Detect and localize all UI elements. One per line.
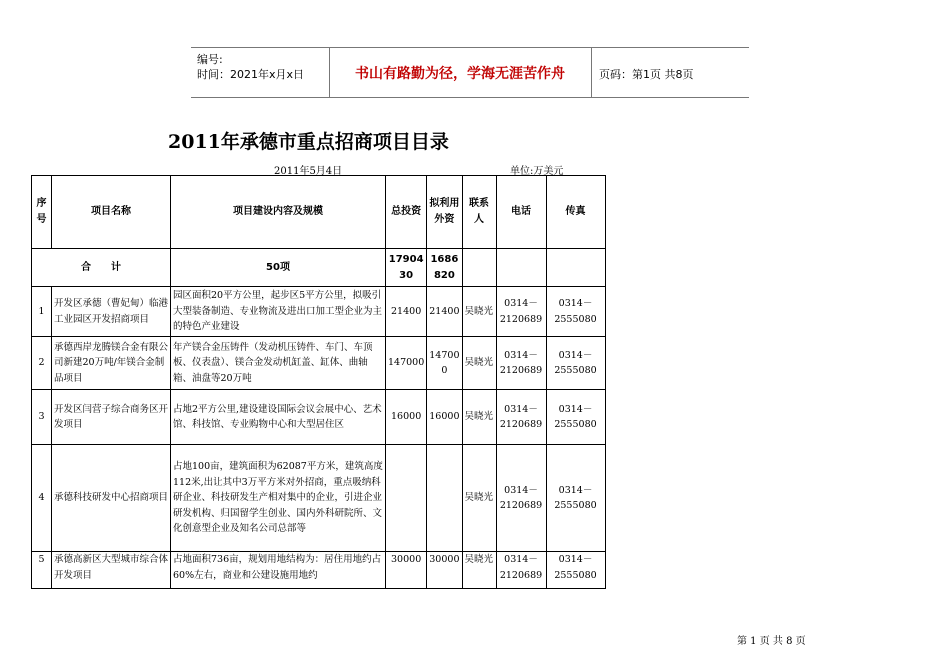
number-label: 编号: <box>197 53 223 66</box>
row-seq: 4 <box>32 445 52 552</box>
row-fax: 0314－2555080 <box>546 287 605 337</box>
total-phone-empty <box>496 249 546 287</box>
row-contact: 吴晓光 <box>462 337 496 390</box>
row-content: 园区面积20平方公里，起步区5平方公里，拟吸引大型装备制造、专业物流及进出口加工型企业为主的特色产业建设 <box>171 287 386 337</box>
row-seq: 3 <box>32 390 52 445</box>
row-content: 占地100亩，建筑面积为62087平方米，建筑高度112米,出让其中3万平方米对外招商，重点吸纳科研企业、科技研发生产相对集中的企业，引进企业研发机构、归国留学生创业、国内外科研院所、文化创意型企业及知名公司总部等 <box>171 445 386 552</box>
header-motto-cell <box>329 48 592 97</box>
row-foreign: 16000 <box>427 390 462 445</box>
row-phone: 0314－2120689 <box>496 390 546 445</box>
time-label: 时间：2021年x月x日 <box>197 68 305 81</box>
header-total: 总投资 <box>386 176 427 249</box>
row-contact: 吴晓光 <box>462 445 496 552</box>
row-seq: 5 <box>32 552 52 589</box>
header-contact: 联系人 <box>462 176 496 249</box>
document-title: 2011年承德市重点招商项目目录 <box>168 131 449 153</box>
row-seq: 1 <box>32 287 52 337</box>
header-info-cell <box>191 48 330 97</box>
row-fax: 0314－2555080 <box>546 390 605 445</box>
row-contact: 吴晓光 <box>462 552 496 589</box>
table-header-row <box>32 176 606 249</box>
header-phone: 电话 <box>496 176 546 249</box>
motto: 书山有路勤为径，学海无涯苦作舟 <box>355 66 565 82</box>
row-name: 开发区承德（曹妃甸）临港工业园区开发招商项目 <box>52 287 171 337</box>
row-total: 30000 <box>386 552 427 589</box>
row-foreign: 21400 <box>427 287 462 337</box>
row-content: 占地面积736亩，规划用地结构为：居住用地约占60%左右，商业和公建设施用地约 <box>171 552 386 589</box>
total-foreign: 1686820 <box>427 249 462 287</box>
total-count: 50项 <box>171 249 386 287</box>
row-total <box>386 445 427 552</box>
total-row <box>32 249 606 287</box>
row-content: 占地2平方公里,建设建设国际会议会展中心、艺术馆、科技馆、专业购物中心和大型居住区 <box>171 390 386 445</box>
header-page-cell <box>591 48 749 97</box>
header-seq: 序号 <box>32 176 52 249</box>
total-contact-empty <box>462 249 496 287</box>
table-row <box>32 287 606 337</box>
row-phone: 0314－2120689 <box>496 337 546 390</box>
row-fax: 0314－2555080 <box>546 552 605 589</box>
unit-label: 单位:万美元 <box>510 166 564 177</box>
row-name: 承德西岸龙腾镁合金有限公司新建20万吨/年镁合金制品项目 <box>52 337 171 390</box>
row-name: 承德高新区大型城市综合体开发项目 <box>52 552 171 589</box>
row-foreign <box>427 445 462 552</box>
page-footer: 第 1 页 共 8 页 <box>737 636 806 647</box>
header-fax: 传真 <box>546 176 605 249</box>
project-table <box>31 175 606 589</box>
header-name: 项目名称 <box>52 176 171 249</box>
table-row <box>32 337 606 390</box>
total-label: 合 计 <box>32 249 171 287</box>
row-contact: 吴晓光 <box>462 390 496 445</box>
row-fax: 0314－2555080 <box>546 445 605 552</box>
header-content: 项目建设内容及规模 <box>171 176 386 249</box>
row-foreign: 147000 <box>427 337 462 390</box>
row-content: 年产镁合金压铸件（发动机压铸件、车门、车顶板、仪表盘）、镁合金发动机缸盖、缸体、曲轴箱、油盘等20万吨 <box>171 337 386 390</box>
total-fax-empty <box>546 249 605 287</box>
row-name: 开发区闫营子综合商务区开发项目 <box>52 390 171 445</box>
page-label: 页码：第1页 共8页 <box>599 68 694 81</box>
row-total: 147000 <box>386 337 427 390</box>
row-name: 承德科技研发中心招商项目 <box>52 445 171 552</box>
row-seq: 2 <box>32 337 52 390</box>
row-total: 16000 <box>386 390 427 445</box>
row-phone: 0314－2120689 <box>496 445 546 552</box>
header-foreign: 拟利用外资 <box>427 176 462 249</box>
page-header <box>191 47 749 98</box>
document-date: 2011年5月4日 <box>274 166 343 177</box>
total-investment: 1790430 <box>386 249 427 287</box>
row-total: 21400 <box>386 287 427 337</box>
row-phone: 0314－2120689 <box>496 552 546 589</box>
row-phone: 0314－2120689 <box>496 287 546 337</box>
row-fax: 0314－2555080 <box>546 337 605 390</box>
table-row <box>32 552 606 589</box>
table-row <box>32 445 606 552</box>
table-row <box>32 390 606 445</box>
row-contact: 吴晓光 <box>462 287 496 337</box>
row-foreign: 30000 <box>427 552 462 589</box>
